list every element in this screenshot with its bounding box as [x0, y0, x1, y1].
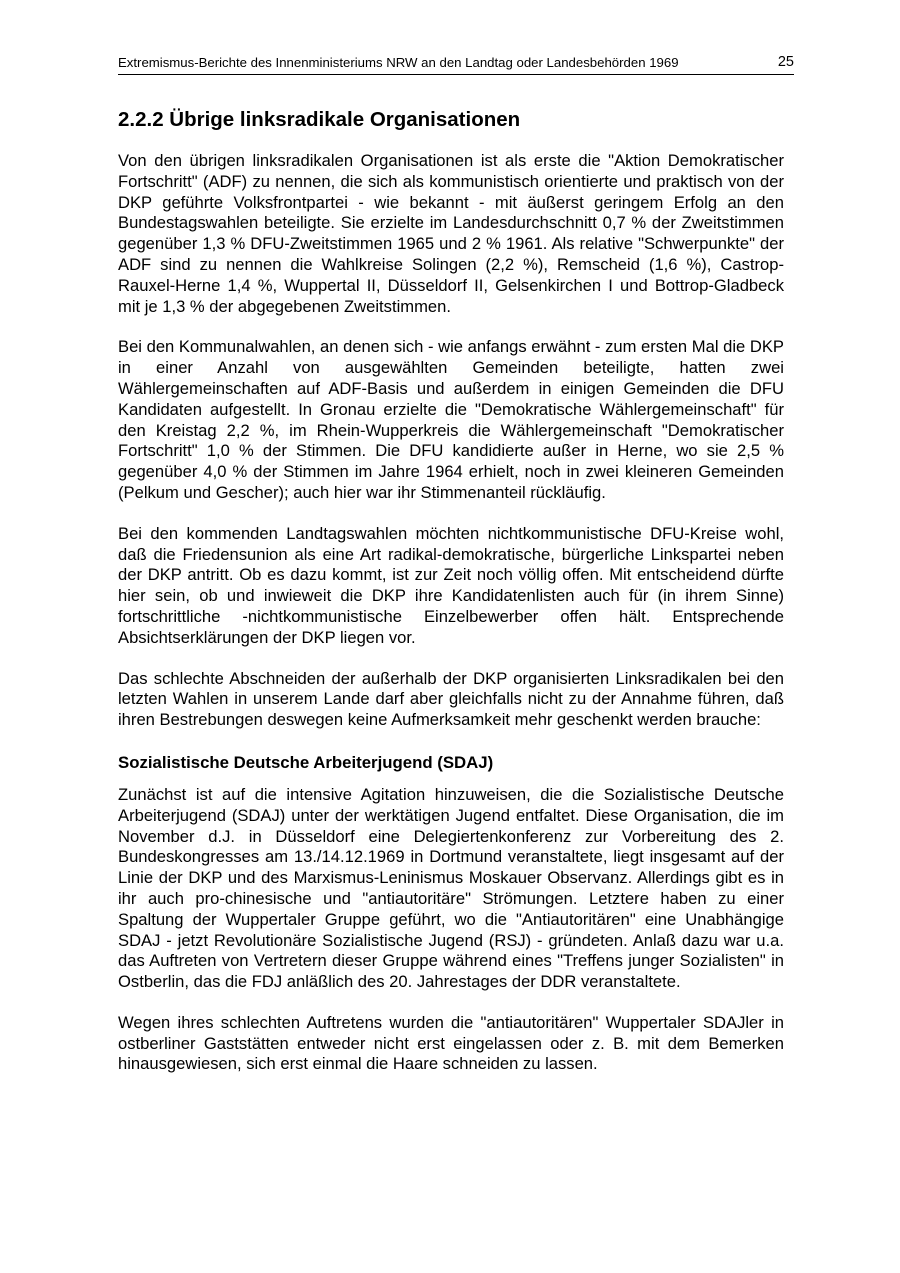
running-header	[118, 54, 794, 75]
page-number: 25	[777, 54, 794, 70]
paragraph-adf-elections: Von den übrigen linksradikalen Organisationen ist als erste die "Aktion Demokratischer Fortschritt" (ADF) zu nennen, die sich als kommunistisch orientierte und praktisch von der DKP geführte Volksfrontpartei - wie bekannt - mit äußerst geringem Erfolg an den Bundestagswahlen beteiligte. Sie erzielte im Landesdurchschnitt 0,7 % der Zweitstimmen gegenüber 1,3 % DFU-Zweitstimmen 1965 und 2 % 1961. Als relative "Schwerpunkte" der ADF sind zu nennen die Wahlkreise Solingen (2,2 %), Remscheid (1,6 %), Castrop-Rauxel-Herne 1,4 %, Wuppertal II, Düsseldorf II, Gelsenkirchen I und Bottrop-Gladbeck mit je 1,3 % der abgegebenen Zweitstimmen.	[118, 151, 784, 316]
paragraph-sdaj-berlin: Wegen ihres schlechten Auftretens wurden die "antiautoritären" Wuppertaler SDAJler in ostberliner Gaststätten entweder nicht erst eingelassen oder z. B. mit dem Bemerken hinausgewiesen, sich erst einmal die Haare schneiden zu lassen.	[118, 1012, 784, 1074]
header-title: Extremismus-Berichte des Innenministeriums NRW an den Landtag oder Landesbehörden 1969	[118, 55, 679, 70]
paragraph-municipal-elections: Bei den Kommunalwahlen, an denen sich - wie anfangs erwähnt - zum ersten Mal die DKP in einer Anzahl von ausgewählten Gemeinden beteiligte, hatten zwei Wählergemeinschaften auf ADF-Basis und außerdem in einigen Gemeinden die DFU Kandidaten aufgestellt. In Gronau erzielte die "Demokratische Wählergemeinschaft" für den Kreistag 2,2 %, im Rhein-Wupperkreis die Wählergemeinschaft "Demokratischer Fortschritt" 1,0 % der Stimmen. Die DFU kandidierte außer in Herne, wo sie 2,5 % gegenüber 4,0 % der Stimmen im Jahre 1964 erhielt, noch in zwei kleineren Gemeinden (Pelkum und Gescher); auch hier war ihr Stimmenanteil rückläufig.	[118, 337, 784, 502]
paragraph-conclusion: Das schlechte Abschneiden der außerhalb der DKP organisierten Linksradikalen bei den letzten Wahlen in unserem Lande darf aber gleichfalls nicht zu der Annahme führen, daß ihren Bestrebungen deswegen keine Aufmerksamkeit mehr geschenkt werden brauche:	[118, 668, 784, 730]
document-body	[118, 105, 784, 1095]
paragraph-state-elections: Bei den kommenden Landtagswahlen möchten nichtkommunistische DFU-Kreise wohl, daß die Friedensunion als eine Art radikal-demokratische, bürgerliche Linkspartei neben der DKP antritt. Ob es dazu kommt, ist zur Zeit noch völlig offen. Mit entscheidend dürfte hier sein, ob und inwieweit die DKP ihre Kandidatenlisten auch für (in ihrem Sinne) fortschrittliche -nichtkommunistische Einzelbewerber offen hält. Entsprechende Absichtserklärungen der DKP liegen vor.	[118, 523, 784, 647]
subsection-heading: Sozialistische Deutsche Arbeiterjugend (SDAJ)	[118, 752, 494, 772]
paragraph-sdaj-agitation: Zunächst ist auf die intensive Agitation hinzuweisen, die die Sozialistische Deutsche Arbeiterjugend (SDAJ) unter der werktätigen Jugend entfaltet. Diese Organisation, die im November d.J. in Düsseldorf eine Delegiertenkonferenz zur Vorbereitung des 2. Bundeskongresses am 13./14.12.1969 in Dortmund veranstaltete, liegt insgesamt auf der Linie der DKP und des Marxismus-Leninismus Moskauer Observanz. Allerdings gibt es in ihr auch pro-chinesische und "antiautoritäre" Strömungen. Letztere haben zu einer Spaltung der Wuppertaler Gruppe geführt, wo die "Antiautoritären" eine Unabhängige SDAJ - jetzt Revolutionäre Sozialistische Jugend (RSJ) - gründeten. Anlaß dazu war u.a. das Auftreten von Vertretern dieser Gruppe während eines "Treffens junger Sozialisten" in Ostberlin, das die FDJ anläßlich des 20. Jahrestages der DDR veranstaltete.	[118, 784, 784, 992]
section-heading: 2.2.2 Übrige linksradikale Organisationen	[118, 108, 521, 131]
